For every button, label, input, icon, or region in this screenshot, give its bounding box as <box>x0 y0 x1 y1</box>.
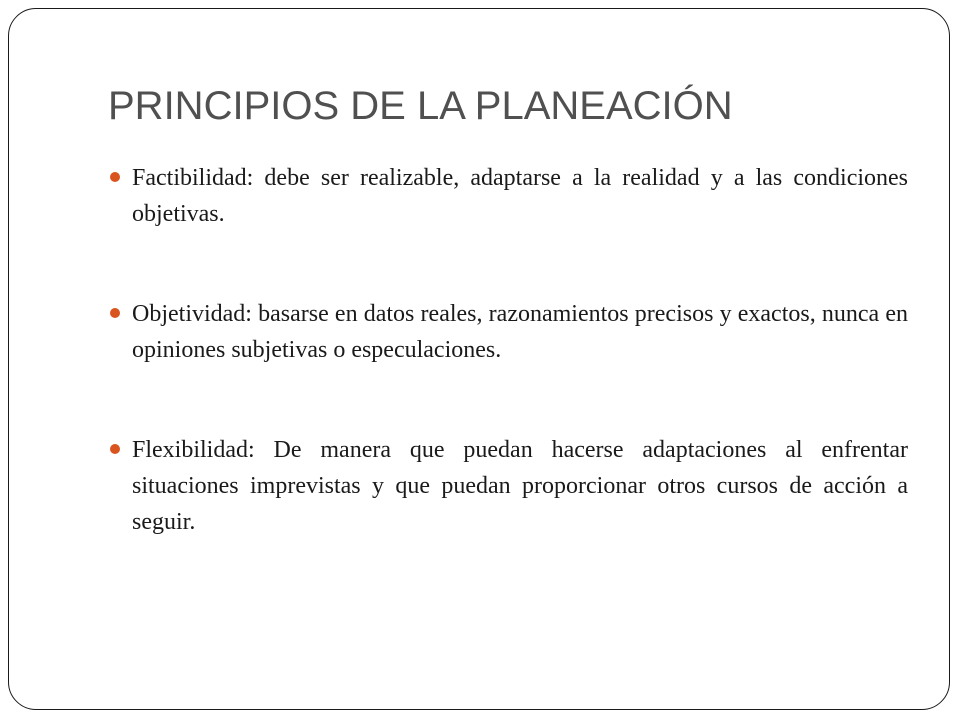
bullet-text: Flexibilidad: De manera que puedan hacerse adaptaciones al enfrentar situaciones imprevistas y que puedan proporcionar otros cursos de acción a seguir. <box>132 437 908 535</box>
bullet-dot-icon <box>110 308 120 318</box>
bullet-list <box>108 160 908 540</box>
bullet-item-flexibilidad <box>108 432 908 540</box>
bullet-dot-icon <box>110 444 120 454</box>
bullet-text: Objetividad: basarse en datos reales, razonamientos precisos y exactos, nunca en opiniones subjetivas o especulaciones. <box>132 301 908 363</box>
bullet-dot-icon <box>110 172 120 182</box>
bullet-item-objetividad <box>108 296 908 368</box>
bullet-text: Factibilidad: debe ser realizable, adaptarse a la realidad y a las condiciones objetivas. <box>132 165 908 227</box>
bullet-item-factibilidad <box>108 160 908 232</box>
slide-title: PRINCIPIOS DE LA PLANEACIÓN <box>108 84 733 128</box>
